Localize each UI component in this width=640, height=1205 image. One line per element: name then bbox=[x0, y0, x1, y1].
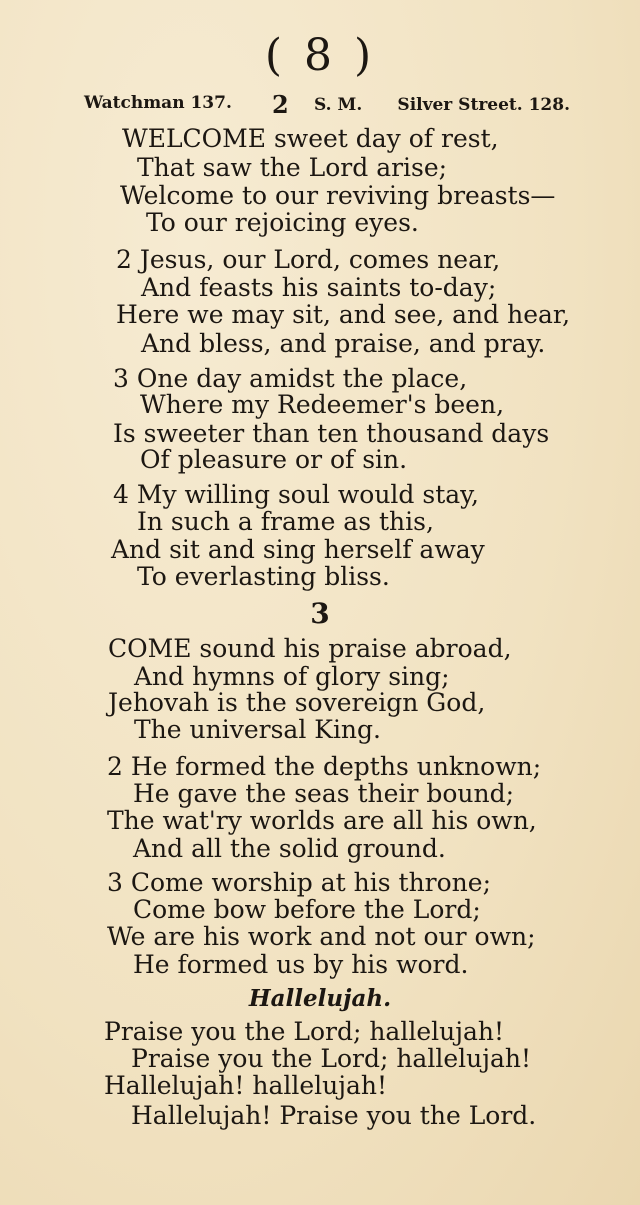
verse-line: The wat'ry worlds are all his own, bbox=[107, 806, 537, 835]
verse-line: 3 Come worship at his throne; bbox=[107, 868, 491, 897]
verse-line: Jehovah is the sovereign God, bbox=[108, 688, 486, 717]
verse-line: He gave the seas their bound; bbox=[133, 779, 515, 808]
meter: S. M. bbox=[314, 95, 363, 115]
hymn-3-number: 3 bbox=[310, 597, 330, 630]
verse-line: COME sound his praise abroad, bbox=[108, 634, 512, 663]
verse-line: 2 Jesus, our Lord, comes near, bbox=[116, 245, 501, 274]
verse-line: We are his work and not our own; bbox=[107, 922, 536, 951]
verse-line: 2 He formed the depths unknown; bbox=[107, 752, 542, 781]
right-tune-reference: Silver Street. 128. bbox=[397, 95, 570, 115]
chorus-line: Hallelujah! hallelujah! bbox=[104, 1071, 388, 1100]
hymn-number: 2 bbox=[272, 90, 289, 119]
verse-line: To our rejoicing eyes. bbox=[146, 208, 419, 237]
verse-line: WELCOME sweet day of rest, bbox=[122, 124, 499, 153]
verse-line: Is sweeter than ten thousand days bbox=[113, 419, 550, 448]
verse-line: And all the solid ground. bbox=[133, 834, 446, 863]
verse-line: The universal King. bbox=[134, 715, 381, 744]
verse-line: That saw the Lord arise; bbox=[137, 153, 448, 182]
verse-line: And hymns of glory sing; bbox=[134, 662, 450, 691]
verse-line: To everlasting bliss. bbox=[137, 562, 390, 591]
verse-line: 3 One day amidst the place, bbox=[113, 364, 468, 393]
verse-line: And feasts his saints to-day; bbox=[141, 273, 497, 302]
verse-line: Come bow before the Lord; bbox=[133, 895, 481, 924]
verse-line: 4 My willing soul would stay, bbox=[113, 480, 479, 509]
verse-line: Welcome to our reviving breasts— bbox=[120, 181, 556, 210]
verse-line: Of pleasure or of sin. bbox=[140, 445, 408, 474]
verse-line: And bless, and praise, and pray. bbox=[141, 329, 546, 358]
verse-line: And sit and sing herself away bbox=[111, 535, 485, 564]
left-tune-reference: Watchman 137. bbox=[84, 93, 232, 113]
verse-line: He formed us by his word. bbox=[133, 950, 469, 979]
hallelujah-title: Hallelujah. bbox=[248, 985, 392, 1012]
hymn-header bbox=[84, 90, 570, 123]
verse-line: In such a frame as this, bbox=[137, 507, 434, 536]
page-number: ( 8 ) bbox=[264, 30, 376, 81]
verse-line: Here we may sit, and see, and hear, bbox=[116, 300, 571, 329]
verse-line: Where my Redeemer's been, bbox=[140, 390, 505, 419]
chorus-line: Praise you the Lord; hallelujah! bbox=[131, 1044, 532, 1073]
chorus-line: Praise you the Lord; hallelujah! bbox=[104, 1017, 505, 1046]
chorus-line: Hallelujah! Praise you the Lord. bbox=[131, 1101, 537, 1130]
